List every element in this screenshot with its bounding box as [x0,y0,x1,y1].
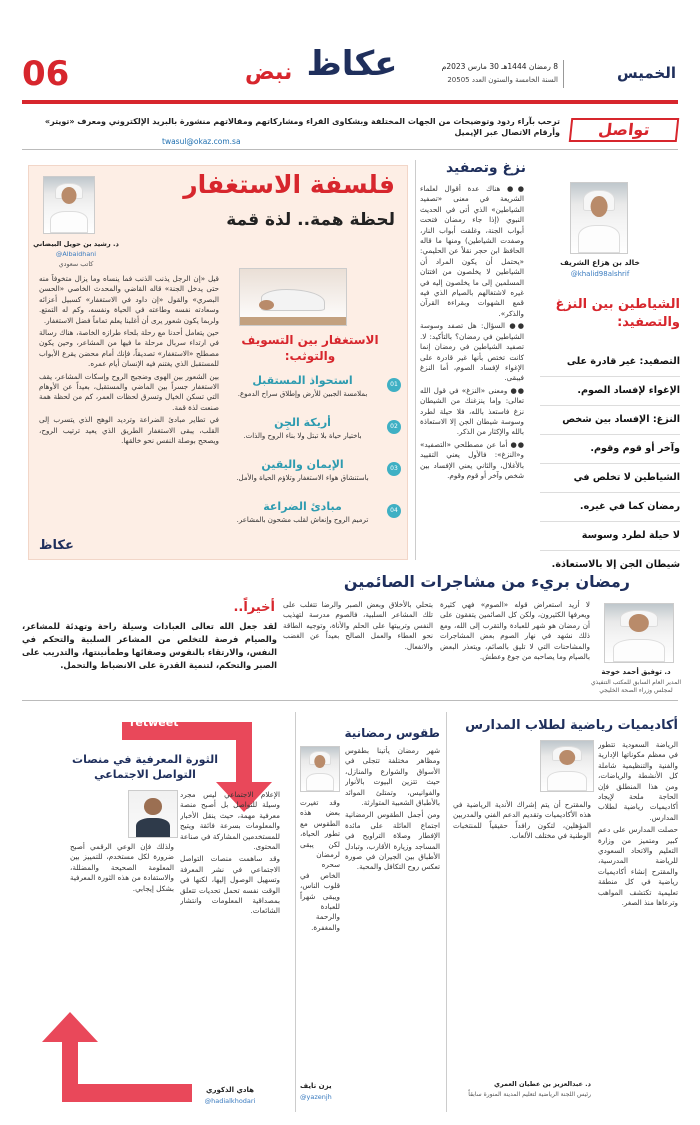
paragraph: حصلت المدارس على دعم كبير ومتميز من وزارة التعليم والاتحاد السعودي للرياضة المدرسية، والمقترح إنشاء أكاديميات رياضية في كل منطقة تعليمية تكتشف المواهب وترعاها منذ الصغر. [598,825,678,908]
tawasol-box [22,112,678,150]
istighfar-panel-title: الاستغفار بين التسويف والتوثب: [241,333,379,363]
item-desc: باستنشاق هواء الاستغفار وتلاؤم الحياة والأمل. [236,474,369,482]
author-handle[interactable]: @khalid98alshrif [570,270,630,278]
pull-quote-line: التصفيد: غير قادرة على [540,348,680,377]
item-number-badge: 03 [387,462,401,476]
header-logo: عكاظ [306,44,398,84]
page-number: 06 [22,54,70,94]
ramadan-author-photo [604,603,674,663]
paragraph: والمقترح أن يتم إشراك الأندية الرياضية في هذه الأكاديميات وتقديم الدعم الفني والمدربين المؤهلين، لتكون رافداً حقيقياً للمنتخبات الوطنية في مختلف الألعاب. [453,800,591,841]
item-number-badge: 04 [387,504,401,518]
academies-title: أكاديميات رياضية لطلاب المدارس [465,718,678,733]
paragraph: وقد ساهمت منصات التواصل الاجتماعي في نشر المعرفة وتسهيل الوصول إليها، لكنها في الوقت نفسه تحمل تحديات تتعلق بمصداقية المعلومات وانتشار الشائعات. [180,854,280,916]
satan-article-body [420,184,524,554]
pull-quote-line: شيطان الجن إلا بالاستعاذة. [551,559,680,570]
prayer-image [239,268,347,326]
item-number-badge: 02 [387,420,401,434]
retweet-body-col1 [180,790,280,1090]
paragraph: ●● ومعنى «النزغ» في قول الله تعالى: وإما ينزغنك من الشيطان نزغ فاستعذ بالله، فلا حيلة لطرد وسوسة شيطان الجن إلا الاستعاذة بالله والإكثار من الذكر. [420,385,524,437]
istighfar-author-role: كاتب سعودي [58,260,94,268]
ramadan-body-col1: لا أريد استعراض قوله «الصوم» فهي كثيرة ويعرفها الكثيرون، ولكن كل الصائمين يتفقون على أن رمضان هو شهر للعبادة والتقرب إلى الله، ومع ذلك نشهد في نهار الصوم بعض المشاجرات والمشاحنات التي لا تليق بالصائم، ويتعذر البعض بالصيام وما يصاحبه من جوع وعطش. [440,600,590,662]
item-desc: بملامسة الجبين للأرض وإطلاق سراح الدموع. [237,390,368,398]
header-divider-vertical [563,60,564,88]
tuqoos-body-col1 [345,746,440,1076]
tuqoos-author: يزن نايف [300,1082,332,1090]
paragraph: ●● هناك عدة أقوال لعلماء الشريعة في معنى «تصفيد الشياطين» الذي أتى في الحديث النبوي (إذا جاء رمضان فتحت أبواب الجنة، وغلقت أبواب النار، وصفدت الشياطين) ومنها ما قاله الحافظ ابن حجر نقلاً عن الحليمي: «يحتمل أن يكون المراد أن الشياطين لا يخلصون من افتتان المسلمين إلى ما يخلصون إليه في غيره لاشتغالهم بالصيام الذي فيه قمع الشهوات وبقراءة القرآن والذكر». [420,184,524,318]
header-issue: السنة الخامسة والستون العدد 20505 [447,76,558,84]
ramadan-author-role: المدير العام السابق للمكتب التنفيذي لمجلس وزراء الصحة الخليجي [590,679,682,694]
pull-quote-list [540,348,680,579]
retweet-body-col2 [70,842,174,1072]
okaz-logo-small: عكاظ [39,538,74,553]
academies-body-col1 [598,740,678,1106]
item-title: استحواذ المستقبل [252,374,353,387]
section-divider [22,700,678,701]
item-title: الإيمان واليقين [261,458,344,471]
tawasol-email[interactable]: twasul@okaz.com.sa [162,137,241,146]
tuqoos-author-photo [300,746,340,792]
paragraph: ●● السؤال: هل تصفد وسوسة الشياطين في رمضان؟ بالتأكيد: لا. تصفيد الشياطين في رمضان إنما كانت تختص بأنها غير قادرة على الإغواء لإفساد الصوم، أما النزغ فيبقى. [420,321,524,383]
istighfar-handle[interactable]: @Albaidhani [55,250,97,258]
tawasol-text: ترحب بآراء ردود وتوضيحات من الجهات المختلفة وبشكاوى القراء ومشاركاتهم ومقالاتهم منشورة بالبريد الإلكتروني ومعرف «تويتر» وأرقام الاتصال عبر الإيميل [44,117,560,137]
pull-quote-line: رمضان كما في غيره. [540,493,680,522]
tuqoos-body-col2 [300,798,340,1076]
paragraph: وقد تغيرت بعض هذه الطقوس مع تطور الحياة، لكن يبقى لرمضان سحره الخاص في قلوب الناس، ويبقى شهراً للعبادة والرحمة والمغفرة. [300,798,340,932]
item-desc: باختيار حياة بلا تبتل ولا بناء الروح والذات. [243,432,362,440]
istighfar-title: فلسفة الاستغفار [183,170,395,199]
paragraph: ومن أجمل الطقوس الرمضانية اجتماع العائلة على مائدة الإفطار وصلاة التراويح في المساجد وزيارة الأقارب، وتبادل الأطباق بين الجيران في صورة تعكس روح التكافل والمحبة. [345,810,440,872]
item-number-badge: 01 [387,378,401,392]
item-title: مبادئ الضراعة [263,500,342,513]
header-day: الخميس [617,64,676,82]
istighfar-body [39,274,219,536]
tuqoos-title: طقوس رمضانية [344,726,440,740]
paragraph: قيل «إن الرجل يذنب الذنب فما ينساه وما يزال متخوفاً منه حتى يدخل الجنة» قاله القاضي والمحدث الخاصي «الحسن البصري» والقول «إن داود في الاستغفار» كسبيل أعزائه وسعادته نفسه وطاعته في الحياة ونفسه، وكم له التمتع. ولربما يكون شعور يرى أن أغلبنا يعلم تماماً فضل الاستغفار. [39,274,219,325]
column-rule [415,160,416,560]
istighfar-item [220,416,398,454]
paragraph: شهر رمضان يأتينا بطقوس ومظاهر مختلفة تتجلى في الأسواق والشوارع والمنازل، حيث تتزين البيوت بالأنوار والفوانيس، وتمتلئ الموائد بالأطباق الشعبية المتوارثة. [345,746,440,808]
akhiran-text: لقد جعل الله تعالى العبادات وسيلة راحة وتهدئة للمشاعر، والصيام فرصة للتخلص من المشاعر السلبية والتحكم في النفس، والارتقاء بالنفوس وصفائها وطمأنينتها، والتدريب على الصبر والتحكم، لتنمية القدرة على الانضباط والتحمل. [22,621,277,670]
paragraph: الإعلام الاجتماعي ليس مجرد وسيلة للتواصل بل أصبح منصة معرفية مهمة، حيث ينقل الأخبار والمعلومات بسرعة فائقة ويتيح للمستخدمين المشاركة في صناعة المحتوى. [180,790,280,852]
paragraph: في تطاير مبادئ الضراعة وترديد الوهج الذي يتسرب إلى القلب، يبقى الاستغفار الطريق الذي يعيد ترتيب الروح، ويصحح بوصلة النفس نحو خالقها. [39,415,219,446]
istighfar-box [28,165,408,560]
istighfar-item [220,500,398,538]
academies-author-photo [540,740,594,792]
istighfar-author-photo [43,176,95,234]
academies-author: د. عبدالعزيز بن عطيان العمري [494,1080,591,1088]
paragraph: ●● أما عن مصطلحي «التصفيد» و«النزغ»: فالأول يعني التقييد بالأغلال، والثاني يعني الإفساد بين شخص وآخر أو قوم وقوم. [420,439,524,480]
paragraph: ولذلك فإن الوعي الرقمي أصبح ضرورة لكل مستخدم، للتمييز بين المعلومة الصحيحة والمضللة، والاستفادة من هذه الثورة المعرفية بشكل إيجابي. [70,842,174,893]
pull-quote-title: الشياطين بين النزغ والتصفيد: [555,297,680,330]
retweet-author-photo [128,790,178,838]
ramadan-article-title: رمضان بريء من مشاجرات الصائمين [343,572,630,591]
istighfar-item [220,374,398,412]
header-logo-sub: نبض [245,60,293,85]
retweet-handle[interactable]: @hadialkhodari [204,1097,256,1105]
academies-body-col2 [453,800,591,1076]
paragraph: بين الشعور بين الهوى وضجيج الروح وإسكات المشاعر، يقف الاستغفار جسراً بين الماضي والمستقبل، بعيداً عن الأوهام التي تسكن الخيال وتسرق لحظات العمر، كم من لحظة همة صنعت لذة قمة. [39,371,219,412]
pull-quote-line: الإغواء لإفساد الصوم. [540,377,680,406]
column-rule [295,712,296,1112]
item-desc: ترميم الروح وإنعاش لقلب مشحون بالمشاعر. [236,516,369,524]
paragraph: حين يتعامل أحدنا مع رحلة بلحاء طرازه الخاصة، هناك رسالة في ارتداء سربال مرحلة ما فيها من المشاعر، وحين يكون مصطلح «الاستغفار» تصديقاً، فإنك أمام محضن يقرع الأبواب للمستقبل الذي يغتنم فيه الإنسان أيام عمره. [39,328,219,369]
akhiran-title: أخيراً.. [233,600,275,615]
author-photo [570,182,628,254]
header-rule [22,100,678,104]
istighfar-author: د. رشيد بن حويل البيضاني [33,240,119,248]
pull-quote-line: لا حيلة لطرد وسوسة [540,522,680,551]
ramadan-author: د. توفيق أحمد خوجة [601,668,671,676]
retweet-label: retweet [130,716,179,729]
author-name: خالد بن هزاع الشريف [560,258,640,267]
item-title: أريكة الجِن [274,416,331,429]
istighfar-item [220,458,398,496]
istighfar-subtitle: لحظة همة.. لذة قمة [226,210,395,230]
tawasol-title: تواصل [569,118,680,142]
retweet-author: هادي الذكوري [206,1086,254,1094]
ramadan-body-col2: بتحلي بالأخلاق وبعض الصبر والرضا تتغلب على تلك المشاعر السلبية، فالصوم مدرسة لتهذيب النفس وتربيتها على الحلم والأناة، وتوجيه الطاقة نحو العطاء والعمل الصالح بعيداً عن الغضب والانفعال. [283,600,433,651]
pull-quote-line: الشياطين لا تخلص في [540,464,680,493]
pull-quote-line: وآخر أو قوم وقوم. [540,435,680,464]
header-dates: 8 رمضان 1444هـ 30 مارس 2023م [441,62,558,71]
tuqoos-handle[interactable]: @yazenjh [300,1093,332,1101]
academies-author-role: رئيس اللجنة الرياضية لتعليم المدينة المنورة سابقاً [468,1091,591,1098]
column-rule [446,712,447,1112]
paragraph: الرياضة السعودية تتطور في معظم مكوناتها الإدارية والفنية والتنظيمية شاملة كل الأنشطة والرياضات، ومن هذا المنطلق فإن الحاجة ملحة لإيجاد أكاديميات رياضية لطلاب المدارس. [598,740,678,822]
satan-article-title: نزغ وتصفيد [445,160,526,176]
pull-quote-line: النزغ: الإفساد بين شخص [540,406,680,435]
retweet-title: الثورة المعرفية في منصات التواصل الاجتماعي [72,753,218,781]
